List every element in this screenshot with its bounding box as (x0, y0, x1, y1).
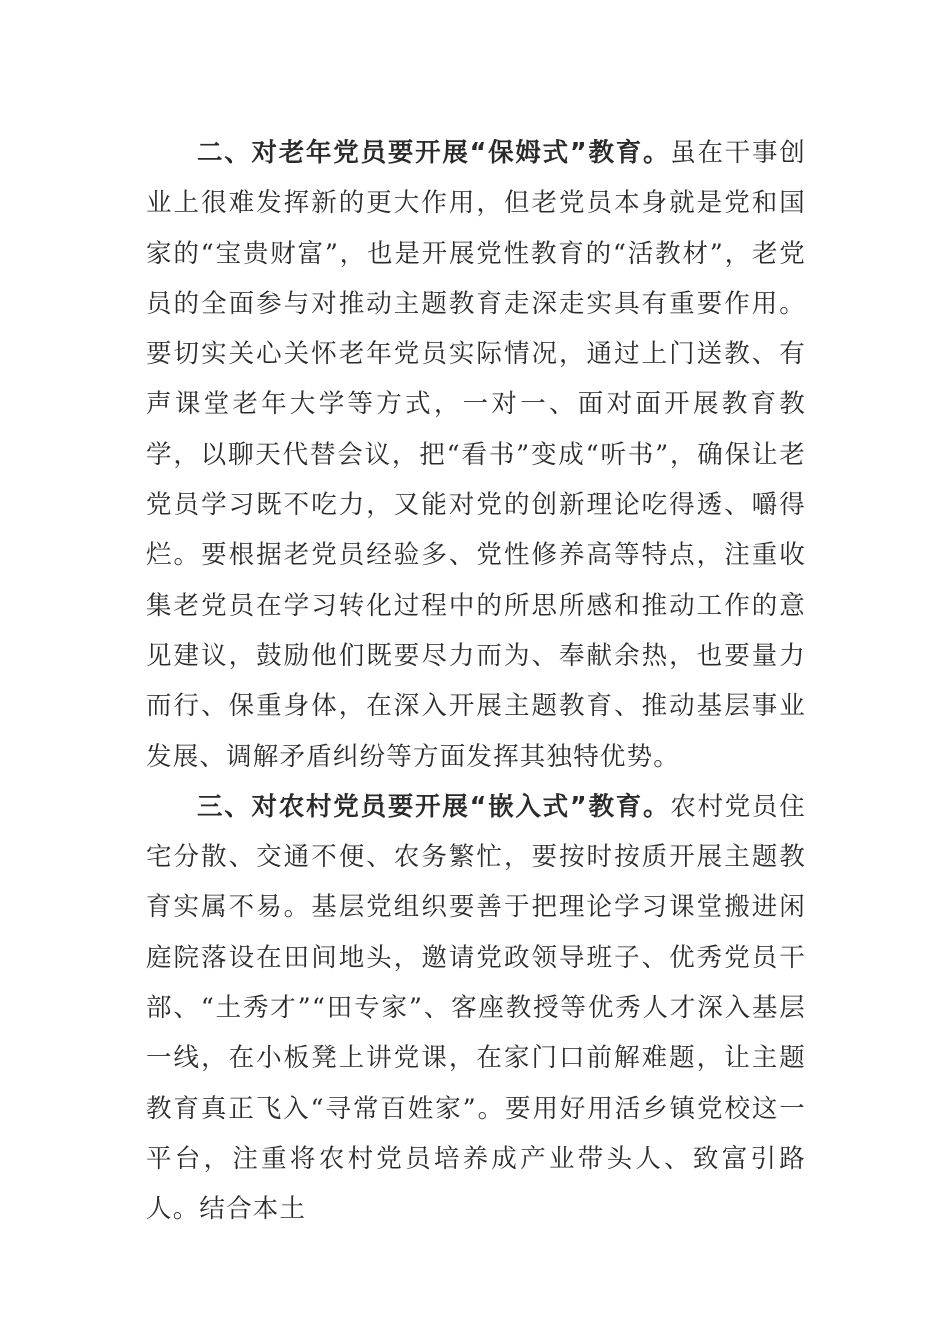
paragraph-heading: 二、对老年党员要开展“保姆式”教育。 (197, 138, 671, 168)
paragraph-heading: 三、对农村党员要开展“嵌入式”教育。 (197, 791, 671, 822)
paragraph-text: 农村党员住宅分散、交通不便、农务繁忙，要按时按质开展主题教育实属不易。基层党组织要善于把理论学习课堂搬进闲庭院落设在田间地头，邀请党政领导班子、优秀党员干部、“土秀才”“田专家”、客座教授等优秀人才深入基层一线，在小板凳上讲党课，在家门口前解难题，让主题教育真正飞入“寻常百姓家”。要用好用活乡镇党校这一平台，注重将农村党员培养成产业带头人、致富引路人。结合本土 (146, 791, 806, 1225)
paragraph-rural-members (146, 782, 806, 1235)
paragraph-elderly-members (146, 128, 806, 782)
document-body (146, 128, 806, 1235)
paragraph-text: 虽在干事创业上很难发挥新的更大作用，但老党员本身就是党和国家的“宝贵财富”，也是开展党性教育的“活教材”，老党员的全面参与对推动主题教育走深走实具有重要作用。要切实关心关怀老年党员实际情况，通过上门送教、有声课堂老年大学等方式，一对一、面对面开展教育教学，以聊天代替会议，把“看书”变成“听书”，确保让老党员学习既不吃力，又能对党的创新理论吃得透、嚼得烂。要根据老党员经验多、党性修养高等特点，注重收集老党员在学习转化过程中的所思所感和推动工作的意见建议，鼓励他们既要尽力而为、奉献余热，也要量力而行、保重身体，在深入开展主题教育、推动基层事业发展、调解矛盾纠纷等方面发挥其独特优势。 (146, 138, 806, 772)
